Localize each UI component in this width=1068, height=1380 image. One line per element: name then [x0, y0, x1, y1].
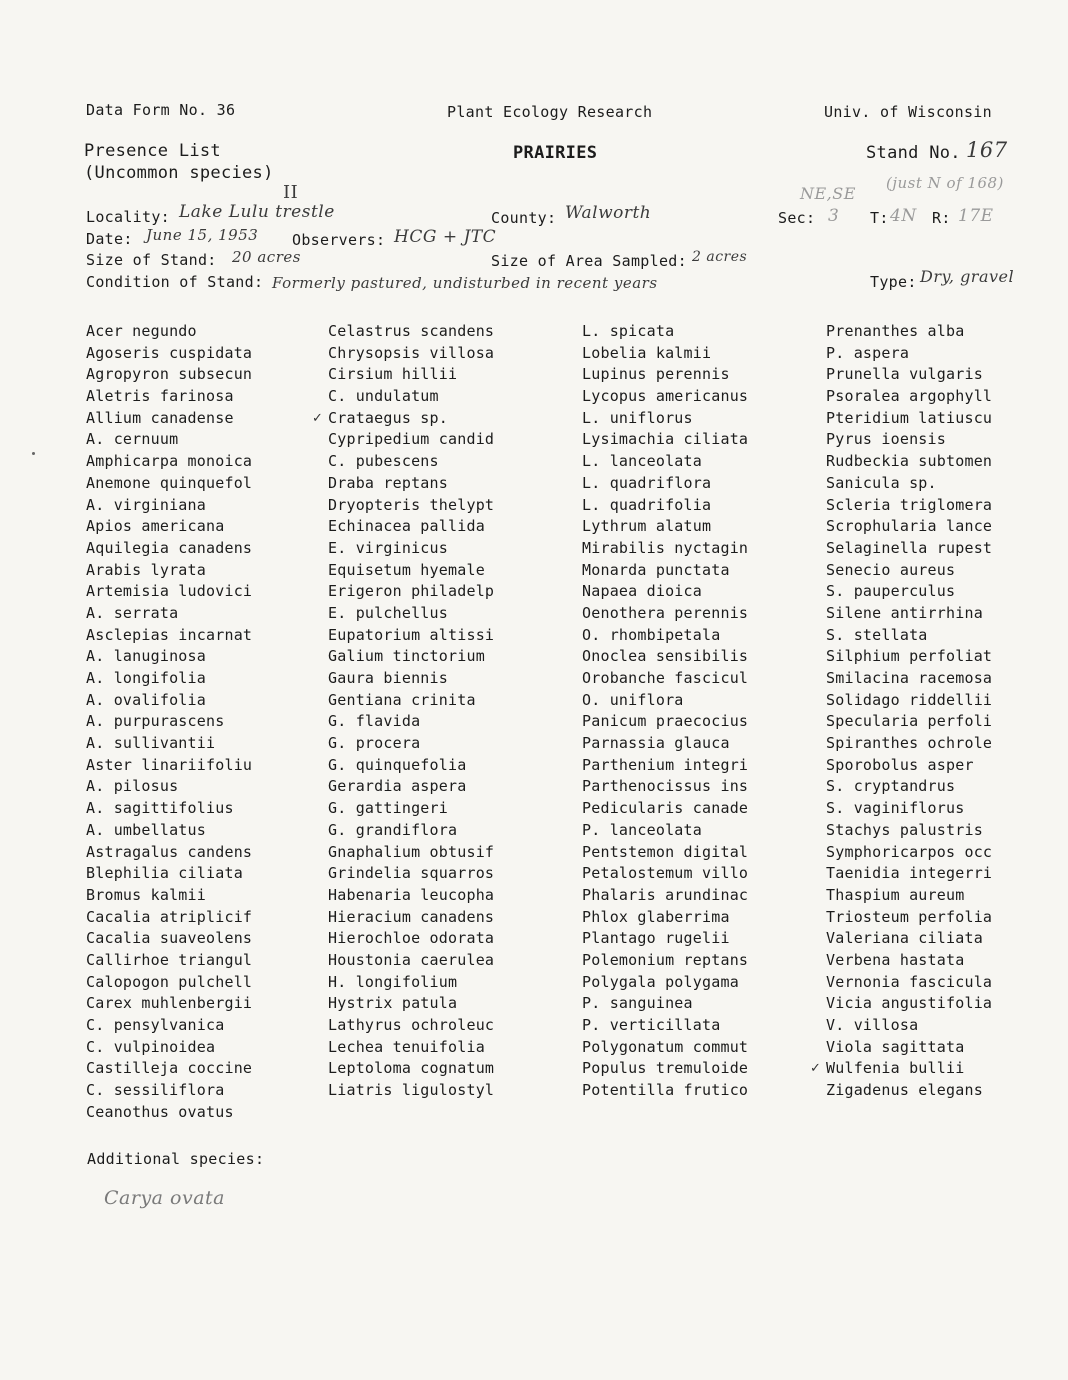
species-item: A. cernuum [86, 430, 179, 449]
species-item: Arabis lyrata [86, 560, 206, 579]
species-item: Spiranthes ochrole [826, 734, 993, 753]
species-item: Pyrus ioensis [826, 430, 946, 449]
species-item: Oenothera perennis [582, 603, 749, 622]
species-item: Lupinus perennis [582, 365, 730, 384]
species-item: Polemonium reptans [582, 950, 749, 969]
species-item: P. verticillata [582, 1016, 721, 1034]
date-value: June 15, 1953 [146, 226, 259, 244]
species-item: Senecio aureus [826, 560, 956, 579]
species-item: G. procera [328, 734, 421, 753]
species-item: Aquilegia canadens [86, 538, 253, 557]
county-label: County: [491, 209, 557, 227]
species-item: Zigadenus elegans [826, 1081, 983, 1100]
species-item: H. longifolium [328, 972, 458, 991]
species-item: Astragalus candens [86, 842, 253, 861]
stand-number-label: Stand No. [866, 143, 961, 163]
stand-number-value: 167 [966, 138, 1008, 162]
species-item: Scrophularia lance [826, 517, 993, 536]
species-item: Polygonatum commut [582, 1037, 749, 1056]
species-item: E. virginicus [328, 538, 448, 557]
species-column-2 [312, 321, 495, 1102]
species-item: Silene antirrhina [826, 603, 983, 622]
species-item: Verbena hastata [826, 950, 965, 969]
section-quarter-note: NE,SE [800, 184, 856, 203]
species-item: Liatris ligulostyl [328, 1081, 495, 1100]
species-item: Houstonia caerulea [328, 950, 495, 969]
species-item: Cacalia atriplicif [86, 907, 253, 926]
species-item: Callirhoe triangul [86, 950, 253, 969]
species-item: Viola sagittata [826, 1037, 965, 1056]
sec-label: Sec: [778, 209, 816, 227]
species-item: Valeriana ciliata [826, 929, 983, 948]
species-item: Aster linariifoliu [86, 755, 253, 774]
county-value: Walworth [565, 203, 652, 223]
species-item: Lythrum alatum [582, 517, 712, 536]
species-item: Pteridium latiuscu [826, 408, 993, 427]
species-item: Artemisia ludovici [86, 582, 253, 601]
species-item: Lathyrus ochroleuc [328, 1016, 495, 1034]
species-item: Lycopus americanus [582, 387, 749, 406]
species-item: A. pilosus [86, 777, 179, 796]
type-label: Type: [870, 273, 917, 291]
species-item: Agropyron subsecun [86, 365, 253, 384]
condition-value: Formerly pastured, undisturbed in recent years [272, 274, 658, 292]
size-of-stand-value: 20 acres [232, 248, 301, 266]
condition-label: Condition of Stand: [86, 273, 264, 291]
species-item: Symphoricarpos occ [826, 842, 993, 861]
species-item: Eupatorium altissi [328, 625, 495, 644]
species-item: Anemone quinquefol [86, 473, 253, 492]
species-item: L. lanceolata [582, 452, 702, 471]
species-item: A. ovalifolia [86, 690, 206, 709]
species-item: Vernonia fascicula [826, 972, 993, 991]
species-item: E. pulchellus [328, 603, 448, 622]
species-item: Leptoloma cognatum [328, 1059, 495, 1078]
species-item: Aletris farinosa [86, 387, 234, 406]
species-item: A. sullivantii [86, 734, 216, 753]
species-item: Hystrix patula [328, 994, 458, 1013]
species-item: Onoclea sensibilis [582, 647, 749, 666]
species-item: Vicia angustifolia [826, 994, 993, 1013]
species-item: Orobanche fascicul [582, 669, 749, 687]
species-item: C. undulatum [328, 387, 439, 406]
species-item: Erigeron philadelp [328, 582, 495, 601]
species-item: Hieracium canadens [328, 907, 495, 926]
species-item: Parnassia glauca [582, 734, 730, 753]
species-item: Parthenocissus ins [582, 777, 749, 796]
species-item: Mirabilis nyctagin [582, 538, 749, 557]
species-item: Galium tinctorium [328, 647, 485, 666]
species-item: Cacalia suaveolens [86, 929, 253, 948]
species-column-3 [582, 321, 748, 1102]
species-item: A. lanuginosa [86, 647, 206, 666]
species-item: Celastrus scandens [328, 322, 495, 340]
species-item: Grindelia squarros [328, 864, 495, 883]
species-item: Agoseris cuspidata [86, 343, 253, 362]
species-item: A. serrata [86, 603, 179, 622]
range-value: 17E [958, 206, 994, 226]
species-item: Lysimachia ciliata [582, 430, 749, 449]
species-item: Allium canadense [86, 408, 234, 427]
species-item: Phalaris arundinac [582, 885, 749, 904]
species-item: L. uniflorus [582, 408, 693, 427]
species-item: G. grandiflora [328, 820, 458, 839]
size-area-sampled-label: Size of Area Sampled: [491, 252, 687, 270]
species-item: Solidago riddellii [826, 690, 993, 709]
species-item: Pentstemon digital [582, 842, 749, 861]
species-item: Prunella vulgaris [826, 365, 983, 384]
additional-species-label: Additional species: [87, 1150, 265, 1168]
species-item: O. uniflora [582, 690, 684, 709]
check-mark-icon: ✓ [312, 410, 324, 426]
species-item: Lechea tenuifolia [328, 1037, 485, 1056]
date-label: Date: [86, 230, 133, 248]
species-item: Apios americana [86, 517, 225, 536]
species-item: Taenidia integerri [826, 864, 993, 883]
species-item: Acer negundo [86, 322, 197, 340]
species-item: S. pauperculus [826, 582, 956, 601]
species-item: Lobelia kalmii [582, 343, 712, 362]
size-area-sampled-value: 2 acres [692, 249, 748, 265]
species-item: A. purpurascens [86, 712, 225, 731]
species-item: Gerardia aspera [328, 777, 467, 796]
species-item: Castilleja coccine [86, 1059, 253, 1078]
prairies-title: PRAIRIES [513, 143, 598, 163]
species-item: Psoralea argophyll [826, 387, 993, 406]
species-item: Gentiana crinita [328, 690, 476, 709]
species-item: C. pubescens [328, 452, 439, 471]
species-item: Polygala polygama [582, 972, 739, 991]
species-item: Silphium perfoliat [826, 647, 993, 666]
species-item: O. rhombipetala [582, 625, 721, 644]
species-item: Napaea dioica [582, 582, 702, 601]
species-item: L. spicata [582, 322, 675, 340]
species-item: S. vaginiflorus [826, 799, 965, 818]
species-item: Cypripedium candid [328, 430, 495, 449]
species-item: C. vulpinoidea [86, 1037, 216, 1056]
species-item: G. flavida [328, 712, 421, 731]
species-item: C. sessiliflora [86, 1081, 225, 1100]
species-item: Bromus kalmii [86, 885, 206, 904]
species-item: Draba reptans [328, 473, 448, 492]
species-item: S. stellata [826, 625, 928, 644]
township-label: T: [870, 209, 889, 227]
species-item: C. pensylvanica [86, 1016, 225, 1034]
species-item: Smilacina racemosa [826, 669, 993, 687]
check-mark-icon: ✓ [810, 1061, 822, 1077]
species-item: Parthenium integri [582, 755, 749, 774]
locality-label: Locality: [86, 208, 170, 226]
species-item: A. virginiana [86, 495, 206, 514]
paper-speck [32, 452, 35, 455]
species-item: Plantago rugelii [582, 929, 730, 948]
species-item: Sporobolus asper [826, 755, 974, 774]
species-item: Pedicularis canade [582, 799, 749, 818]
additional-species-value: Carya ovata [104, 1187, 226, 1209]
type-value: Dry, gravel [920, 267, 1015, 286]
presence-list-title: Presence List [84, 141, 221, 161]
species-item: V. villosa [826, 1016, 919, 1034]
species-item: L. quadriflora [582, 473, 712, 492]
township-value: 4N [890, 206, 917, 226]
species-item: Prenanthes alba [826, 322, 965, 340]
species-item: Blephilia ciliata [86, 864, 243, 883]
form-number: Data Form No. 36 [86, 101, 236, 119]
species-item: Stachys palustris [826, 820, 983, 839]
species-item: P. aspera [826, 343, 910, 362]
locality-value: Lake Lulu trestle [179, 202, 335, 222]
species-item: Specularia perfoli [826, 712, 993, 731]
species-item: Potentilla frutico [582, 1081, 749, 1100]
species-item: Habenaria leucopha [328, 885, 495, 904]
species-item: L. quadrifolia [582, 495, 712, 514]
species-item: Carex muhlenbergii [86, 994, 253, 1013]
species-item: P. sanguinea [582, 994, 693, 1013]
size-of-stand-label: Size of Stand: [86, 251, 217, 269]
species-item: G. gattingeri [328, 799, 448, 818]
range-label: R: [932, 209, 951, 227]
species-item: G. quinquefolia [328, 755, 467, 774]
locality-superscript: II [283, 182, 299, 203]
species-item: Crataegus sp. ✓ [328, 408, 494, 430]
species-item: Asclepias incarnat [86, 625, 253, 644]
species-item: Ceanothus ovatus [86, 1102, 234, 1121]
species-item: Wulfenia bullii ✓ [826, 1058, 992, 1080]
species-item: Scleria triglomera [826, 495, 993, 514]
species-item: Calopogon pulchell [86, 972, 253, 991]
species-item: Dryopteris thelypt [328, 495, 495, 514]
species-item: Phlox glaberrima [582, 907, 730, 926]
species-item: Triosteum perfolia [826, 907, 993, 926]
organization: Plant Ecology Research [447, 103, 653, 121]
observers-label: Observers: [292, 231, 386, 249]
species-item: Panicum praecocius [582, 712, 749, 731]
species-column-1 [86, 321, 252, 1123]
species-item: Equisetum hyemale [328, 560, 485, 579]
species-item: S. cryptandrus [826, 777, 956, 796]
observers-value: HCG + JTC [394, 227, 497, 247]
species-item: Amphicarpa monoica [86, 452, 253, 471]
species-item: A. umbellatus [86, 820, 206, 839]
species-item: Echinacea pallida [328, 517, 485, 536]
uncommon-species-subtitle: (Uncommon species) [84, 163, 274, 183]
species-item: Gnaphalium obtusif [328, 842, 495, 861]
university: Univ. of Wisconsin [824, 103, 992, 121]
species-item: Hierochloe odorata [328, 929, 495, 948]
species-item: Petalostemum villo [582, 864, 749, 883]
species-column-4 [810, 321, 993, 1102]
sec-value: 3 [828, 206, 840, 226]
species-item: Sanicula sp. [826, 473, 937, 492]
species-item: Chrysopsis villosa [328, 343, 495, 362]
location-note: (just N of 168) [886, 174, 1004, 192]
species-item: Selaginella rupest [826, 538, 993, 557]
species-item: Cirsium hillii [328, 365, 458, 384]
species-item: Monarda punctata [582, 560, 730, 579]
species-item: P. lanceolata [582, 820, 702, 839]
species-item: Gaura biennis [328, 669, 448, 687]
species-item: Thaspium aureum [826, 885, 965, 904]
species-item: A. longifolia [86, 669, 206, 687]
species-item: Rudbeckia subtomen [826, 452, 993, 471]
species-item: A. sagittifolius [86, 799, 234, 818]
species-item: Populus tremuloide [582, 1059, 749, 1078]
